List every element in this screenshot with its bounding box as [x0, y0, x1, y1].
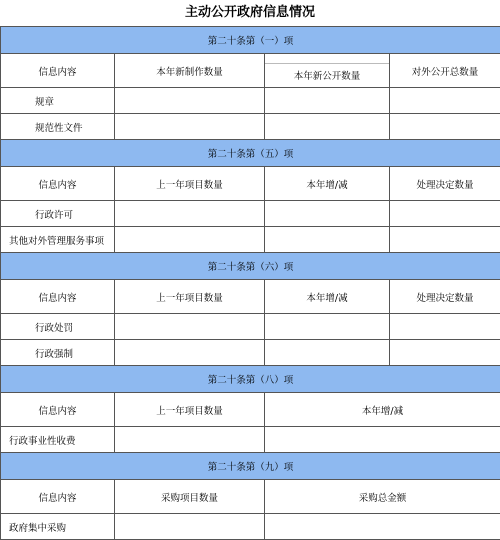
column-header: 处理决定数量 — [390, 167, 500, 201]
row-label: 行政处罚 — [1, 314, 115, 340]
empty-cell — [390, 227, 500, 253]
empty-cell — [115, 427, 265, 453]
empty-cell — [390, 340, 500, 366]
column-header: 信息内容 — [1, 167, 115, 201]
row-label: 行政事业性收费 — [1, 427, 115, 453]
page-title: 主动公开政府信息情况 — [0, 0, 500, 26]
column-header: 信息内容 — [1, 480, 115, 514]
column-header: 信息内容 — [1, 280, 115, 314]
column-header: 采购项目数量 — [115, 480, 265, 514]
empty-cell — [265, 340, 390, 366]
empty-cell — [115, 340, 265, 366]
section-title: 第二十条第（六）项 — [1, 253, 500, 280]
empty-cell — [115, 114, 265, 140]
empty-cell — [265, 314, 390, 340]
empty-cell — [265, 514, 500, 540]
empty-cell — [265, 201, 390, 227]
column-header: 本年增/减 — [265, 167, 390, 201]
row-label: 行政强制 — [1, 340, 115, 366]
empty-cell — [265, 114, 390, 140]
section-title: 第二十条第（九）项 — [1, 453, 500, 480]
empty-cell — [390, 88, 500, 114]
empty-cell — [265, 227, 390, 253]
section-title: 第二十条第（五）项 — [1, 140, 500, 167]
disclosure-table — [0, 26, 500, 540]
column-header: 本年增/减 — [265, 393, 500, 427]
empty-cell — [265, 88, 390, 114]
column-header: 上一年项目数量 — [115, 280, 265, 314]
section-title: 第二十条第（八）项 — [1, 366, 500, 393]
column-header: 采购总金额 — [265, 480, 500, 514]
column-header: 本年增/减 — [265, 280, 390, 314]
empty-cell — [115, 201, 265, 227]
row-label: 政府集中采购 — [1, 514, 115, 540]
column-header: 上一年项目数量 — [115, 393, 265, 427]
empty-cell — [390, 114, 500, 140]
empty-cell — [265, 427, 500, 453]
column-header: 上一年项目数量 — [115, 167, 265, 201]
empty-cell — [115, 314, 265, 340]
column-header-label: 本年新公开数量 — [265, 68, 389, 82]
empty-cell — [115, 514, 265, 540]
column-header: 处理决定数量 — [390, 280, 500, 314]
row-label: 其他对外管理服务事项 — [1, 227, 115, 253]
column-header: 信息内容 — [1, 54, 115, 88]
row-label: 规范性文件 — [1, 114, 115, 140]
column-header — [265, 54, 390, 88]
empty-cell — [390, 314, 500, 340]
empty-cell — [115, 88, 265, 114]
row-label: 行政许可 — [1, 201, 115, 227]
column-header: 对外公开总数量 — [390, 54, 500, 88]
empty-cell — [115, 227, 265, 253]
column-header: 本年新制作数量 — [115, 54, 265, 88]
column-header: 信息内容 — [1, 393, 115, 427]
empty-cell — [390, 201, 500, 227]
row-label: 规章 — [1, 88, 115, 114]
section-title: 第二十条第（一）项 — [1, 27, 500, 54]
